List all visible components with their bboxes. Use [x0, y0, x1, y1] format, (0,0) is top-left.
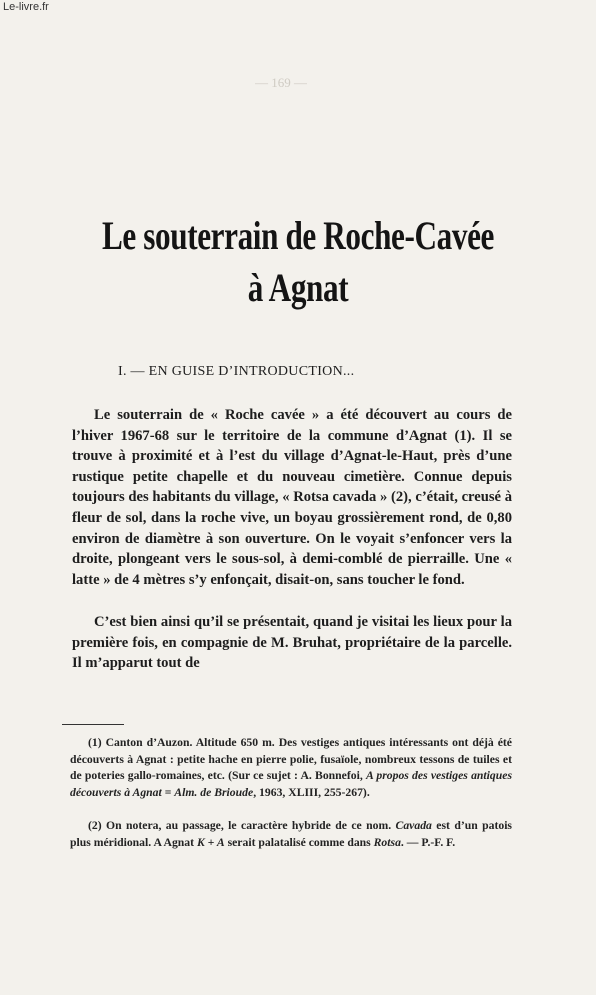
footnote-1	[70, 735, 512, 801]
footnote-italic: Alm. de Brioude	[174, 785, 254, 799]
footnote-italic: K + A	[196, 835, 225, 849]
footnote-part: =	[161, 785, 175, 799]
article-title-line-1: Le souterrain de Roche-Cavée	[102, 213, 494, 258]
site-watermark: Le-livre.fr	[3, 1, 49, 13]
footnote-part: serait palatalisé comme dans	[224, 835, 374, 849]
paragraph-text: C’est bien ainsi qu’il se présentait, quand je visitai les lieux pour la première fois, en compagnie de M. Bruhat, propriétaire de la parcelle. Il m’apparut tout de	[72, 614, 512, 672]
article-title-line-2: à Agnat	[247, 265, 349, 310]
footnote-2	[70, 818, 512, 851]
body-paragraph-1	[72, 405, 512, 590]
body-paragraph-2	[72, 612, 512, 674]
footnote-part: , 1963, XLIII, 255-267).	[253, 785, 370, 799]
footnote-divider	[62, 724, 124, 725]
footnote-italic: Rotsa	[373, 835, 401, 849]
bleed-through-page-number: — 169 —	[255, 76, 307, 90]
footnote-text	[70, 735, 512, 801]
paragraph-text: Le souterrain de « Roche cavée » a été découvert au cours de l’hiver 1967-68 sur le territoire de la commune d’Agnat (1). Il se trouve à proximité et à l’est du village d’Agnat-le-Haut, près d’une rustique petite chapelle et du nouveau cimetière. Connue depuis toujours des habitants du village, « Rotsa cavada » (2), c’était, creusé à fleur de sol, dans la roche vive, un boyau grossièrement rond, de 0,80 environ de diamètre à son ouverture. On le voyait s’enfoncer vers la droite, plongeant vers le sous-sol, à demi-comblé de pierraille. Une « latte » de 4 mètres s’y enfonçait, disait-on, sans toucher le fond.	[72, 407, 512, 588]
footnote-italic: Cavada	[395, 819, 432, 832]
footnote-part: (1) Canton d’Auzon. Altitude 650 m. Des vestiges antiques intéressants ont déjà été découverts à Agnat : petite hache en pierre polie, fusaïole, nombreux tessons de tuiles et de poteries gallo-romaines, etc. (Sur ce sujet : A. Bonnefoi,	[70, 736, 512, 782]
section-heading: I. — EN GUISE D’INTRODUCTION...	[118, 364, 355, 379]
footnote-part: (2) On notera, au passage, le caractère hybride de ce nom.	[88, 819, 396, 832]
footnote-part: . — P.-F. F.	[400, 835, 456, 849]
footnote-italic: A propos des vestiges antiques découverts à Agnat	[70, 769, 512, 799]
footnote-text	[70, 818, 512, 851]
footnote-part: est d’un patois plus méridional. A Agnat	[70, 819, 512, 849]
